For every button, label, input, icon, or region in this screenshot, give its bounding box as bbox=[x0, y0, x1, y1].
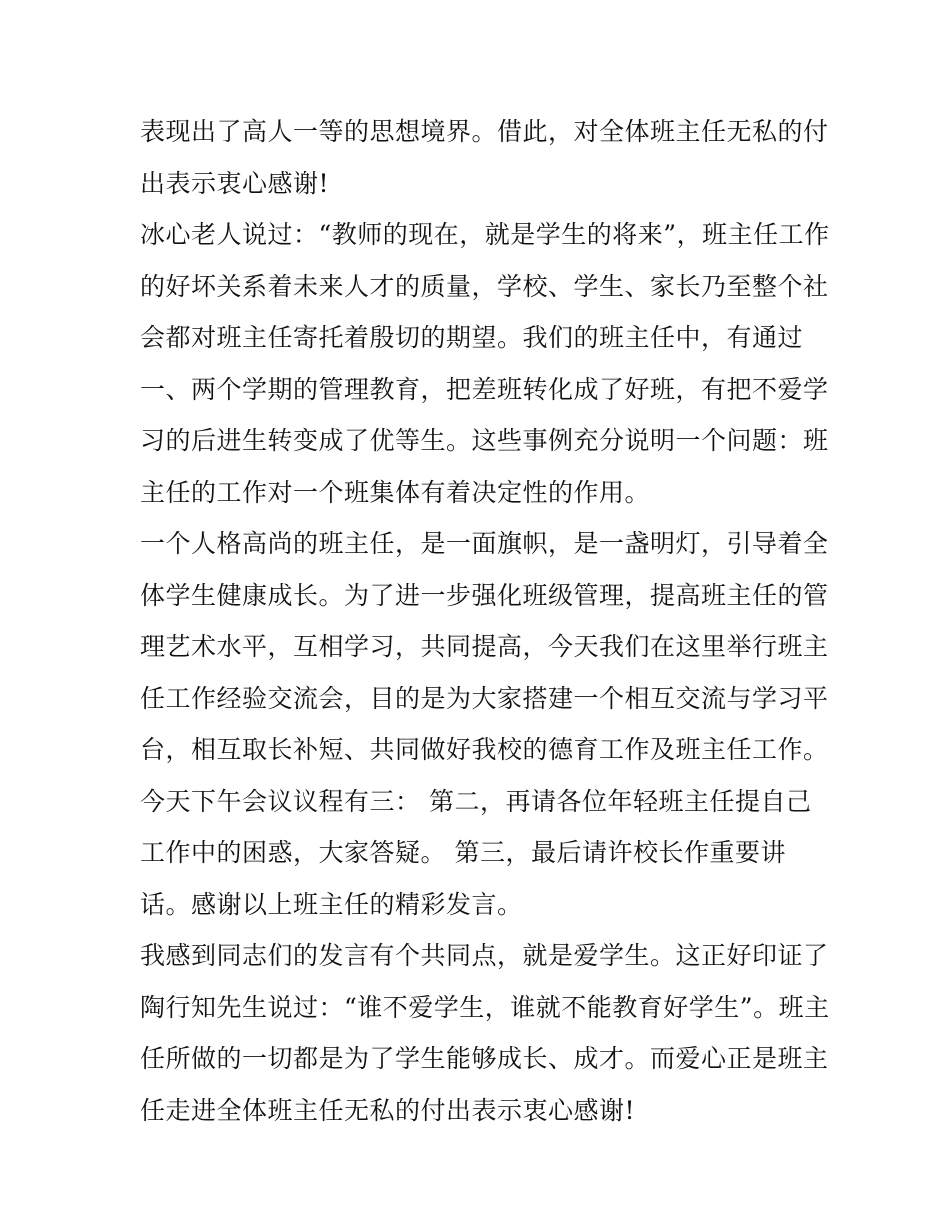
document-body bbox=[140, 106, 830, 1136]
text-line: 任所做的一切都是为了学生能够成长、成才。而爱心正是班主 bbox=[140, 1044, 829, 1073]
text-line: 出表示衷心感谢! bbox=[140, 168, 330, 198]
text-line: 任走进全体班主任无私的付出表示衷心感谢! bbox=[140, 1095, 636, 1125]
text-line: 一、两个学期的管理教育，把差班转化成了好班，有把不爱学 bbox=[140, 374, 829, 404]
text-line: 冰心老人说过：“教师的现在，就是学生的将来”，班主任工作 bbox=[140, 220, 830, 249]
text-line: 话。感谢以上班主任的精彩发言。 bbox=[140, 889, 523, 919]
text-line: 体学生健康成长。为了进一步强化班级管理，提高班主任的管 bbox=[140, 580, 829, 610]
text-line: 理艺术水平，互相学习，共同提高，今天我们在这里举行班主 bbox=[140, 632, 829, 661]
text-line: 陶行知先生说过：“谁不爱学生，谁就不能教育好学生”。班主 bbox=[140, 992, 830, 1022]
text-line: 工作中的困惑，大家答疑。 第三，最后请许校长作重要讲 bbox=[140, 838, 786, 867]
text-line: 今天下午会议议程有三： 第二，再请各位年轻班主任提自己 bbox=[140, 786, 812, 816]
text-line: 任工作经验交流会，目的是为大家搭建一个相互交流与学习平 bbox=[140, 683, 829, 713]
text-line: 一个人格高尚的班主任，是一面旗帜，是一盏明灯，引导着全 bbox=[140, 529, 829, 558]
text-line: 我感到同志们的发言有个共同点，就是爱学生。这正好印证了 bbox=[140, 941, 829, 970]
text-line: 主任的工作对一个班集体有着决定性的作用。 bbox=[140, 477, 651, 507]
text-line: 表现出了高人一等的思想境界。借此，对全体班主任无私的付 bbox=[140, 117, 829, 146]
text-line: 会都对班主任寄托着殷切的期望。我们的班主任中，有通过 bbox=[140, 323, 804, 352]
text-line: 的好坏关系着未来人才的质量，学校、学生、家长乃至整个社 bbox=[140, 271, 829, 301]
text-line: 台，相互取长补短、共同做好我校的德育工作及班主任工作。 bbox=[140, 735, 829, 764]
text-line: 习的后进生转变成了优等生。这些事例充分说明一个问题：班 bbox=[140, 426, 829, 455]
